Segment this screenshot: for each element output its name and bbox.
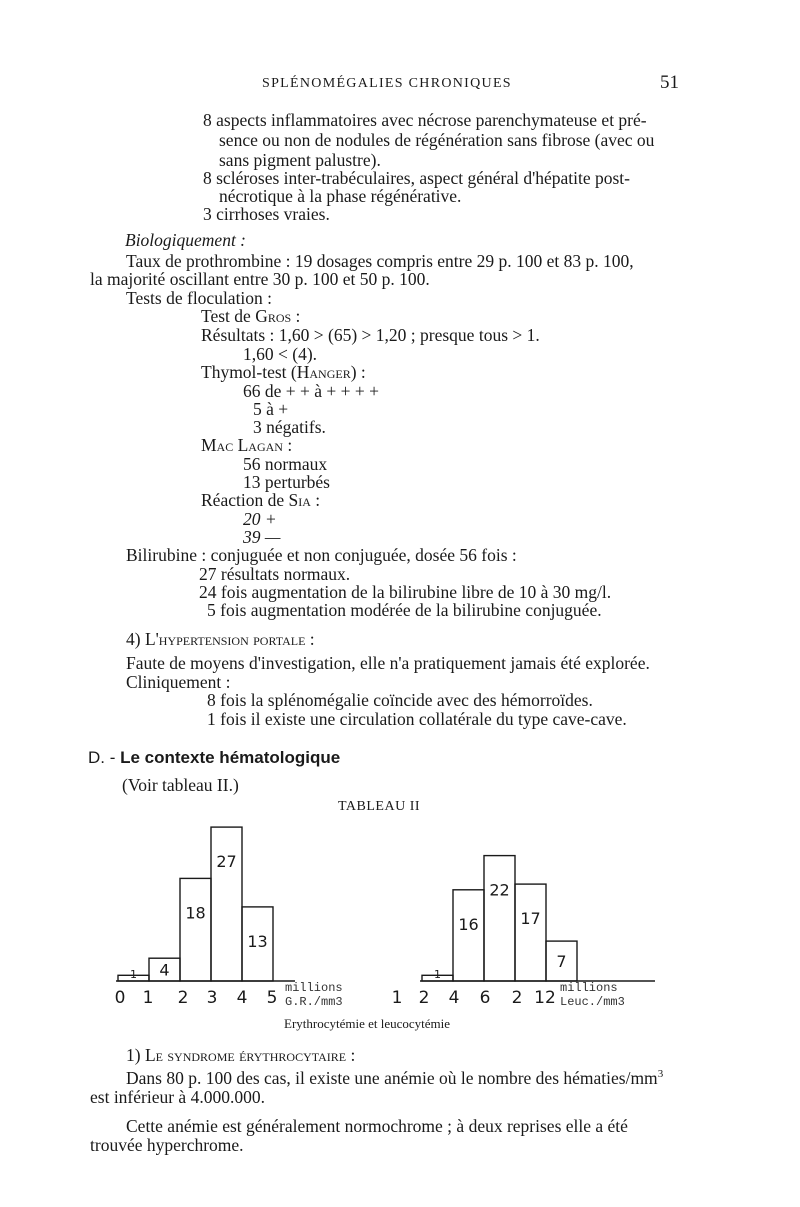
page-number: 51 xyxy=(660,72,679,93)
intro-item-1-line-1: 8 aspects inflammatoires avec nécrose parenchymateuse et pré- xyxy=(203,110,647,130)
intro-item-2-line-1: 8 scléroses inter-trabéculaires, aspect général d'hépatite post- xyxy=(203,168,630,188)
x-tick-label: 12 xyxy=(534,988,556,1008)
bar-value-label: 16 xyxy=(458,914,479,934)
thymol-result-2: 5 à + xyxy=(253,399,289,419)
syndrome-p1-line-1: Dans 80 p. 100 des cas, il existe une anémie où le nombre des hématies/$mm^3$ xyxy=(126,1068,664,1088)
bar-value-label: 1 xyxy=(130,968,137,981)
unit-label: millions xyxy=(560,981,618,995)
syndrome-p2-line-1: Cette anémie est généralement normochrome ; à deux reprises elle a été xyxy=(126,1116,628,1136)
sia-heading: Réaction de Sia : xyxy=(201,490,321,510)
bar-value-label: 1 xyxy=(434,968,441,981)
syndrome-heading: 1) Le syndrome érythrocytaire : xyxy=(126,1045,356,1065)
prothrombine-line-2: la majorité oscillant entre 30 p. 100 et 50 p. 100. xyxy=(90,269,430,289)
bilirubine-result-1: 27 résultats normaux. xyxy=(199,564,351,584)
histogram-bar xyxy=(453,890,484,981)
intro-item-1-line-2: sence ou non de nodules de régénération sans fibrose (avec ou xyxy=(219,130,655,150)
test-gros-heading: Test de Gros : xyxy=(201,306,301,326)
x-tick-label: 1 xyxy=(391,988,403,1008)
table-title: TABLEAU II xyxy=(338,799,421,814)
x-tick-label: 2 xyxy=(511,988,523,1008)
histogram-bar xyxy=(515,884,546,981)
x-tick-label: 1 xyxy=(142,988,154,1008)
erythrocytemie-histogram xyxy=(115,827,343,1009)
test-gros-result-2: 1,60 < (4). xyxy=(243,344,318,364)
hypertension-line-3: 8 fois la splénomégalie coïncide avec des hémorroïdes. xyxy=(207,690,593,710)
syndrome-p1-line-2: est inférieur à 4.000.000. xyxy=(90,1087,265,1107)
x-tick-label: 2 xyxy=(177,988,189,1008)
leucocytemie-histogram xyxy=(392,856,655,1009)
hypertension-heading: 4) L'hypertension portale : xyxy=(126,629,315,649)
section-d-title: D. - Le contexte hématologique xyxy=(88,748,341,767)
unit-label: G.R./mm3 xyxy=(285,995,343,1009)
unit-label: millions xyxy=(285,981,343,995)
mac-lagan-result-1: 56 normaux xyxy=(243,454,328,474)
sia-result-1: 20 + xyxy=(243,509,277,529)
bilirubine-heading: Bilirubine : conjuguée et non conjuguée, dosée 56 fois : xyxy=(126,545,517,565)
x-tick-label: 6 xyxy=(479,988,491,1008)
intro-item-1-line-3: sans pigment palustre). xyxy=(219,150,381,170)
x-tick-label: 0 xyxy=(114,988,126,1008)
sia-result-2: 39 — xyxy=(243,527,281,547)
bar-value-label: 27 xyxy=(216,852,237,872)
hypertension-line-4: 1 fois il existe une circulation collatérale du type cave-cave. xyxy=(207,709,627,729)
biologie-heading: Biologiquement : xyxy=(125,230,247,250)
bilirubine-result-2: 24 fois augmentation de la bilirubine libre de 10 à 30 mg/l. xyxy=(199,582,612,602)
prothrombine-line-1: Taux de prothrombine : 19 dosages compris entre 29 p. 100 et 83 p. 100, xyxy=(126,251,634,271)
thymol-result-1: 66 de + + à + + + + xyxy=(243,381,380,401)
x-tick-label: 4 xyxy=(236,988,248,1008)
bar-value-label: 22 xyxy=(489,880,510,900)
x-tick-label: 2 xyxy=(418,988,430,1008)
bilirubine-result-3: 5 fois augmentation modérée de la bilirubine conjuguée. xyxy=(207,600,602,620)
mac-lagan-result-2: 13 perturbés xyxy=(243,472,330,492)
histogram-bar xyxy=(211,827,242,981)
bar-value-label: 13 xyxy=(247,931,268,951)
bar-value-label: 18 xyxy=(185,903,206,923)
intro-item-3: 3 cirrhoses vraies. xyxy=(203,204,330,224)
bar-value-label: 17 xyxy=(520,909,541,929)
intro-item-2-line-2: nécrotique à la phase régénérative. xyxy=(219,186,462,206)
chart-caption: Erythrocytémie et leucocytémie xyxy=(284,1016,451,1031)
running-title: SPLÉNOMÉGALIES CHRONIQUES xyxy=(262,76,512,91)
histogram-chart xyxy=(100,810,660,1020)
histogram-bar xyxy=(484,856,515,981)
syndrome-p2-line-2: trouvée hyperchrome. xyxy=(90,1135,244,1155)
test-gros-result-1: Résultats : 1,60 > (65) > 1,20 ; presque tous > 1. xyxy=(201,325,540,345)
mac-lagan-heading: Mac Lagan : xyxy=(201,435,293,455)
x-tick-label: 3 xyxy=(206,988,218,1008)
bar-value-label: 4 xyxy=(159,960,170,980)
thymol-test-heading: Thymol-test (Hanger) : xyxy=(201,362,366,382)
histogram-bar xyxy=(180,878,211,981)
voir-tableau: (Voir tableau II.) xyxy=(122,775,239,795)
bar-value-label: 7 xyxy=(556,952,567,972)
hypertension-line-1: Faute de moyens d'investigation, elle n'a pratiquement jamais été explorée. xyxy=(126,653,650,673)
x-tick-label: 4 xyxy=(448,988,460,1008)
thymol-result-3: 3 négatifs. xyxy=(253,417,326,437)
hypertension-line-2: Cliniquement : xyxy=(126,672,231,692)
floculation-heading: Tests de floculation : xyxy=(126,288,273,308)
unit-label: Leuc./mm3 xyxy=(560,995,625,1009)
x-tick-label: 5 xyxy=(266,988,278,1008)
